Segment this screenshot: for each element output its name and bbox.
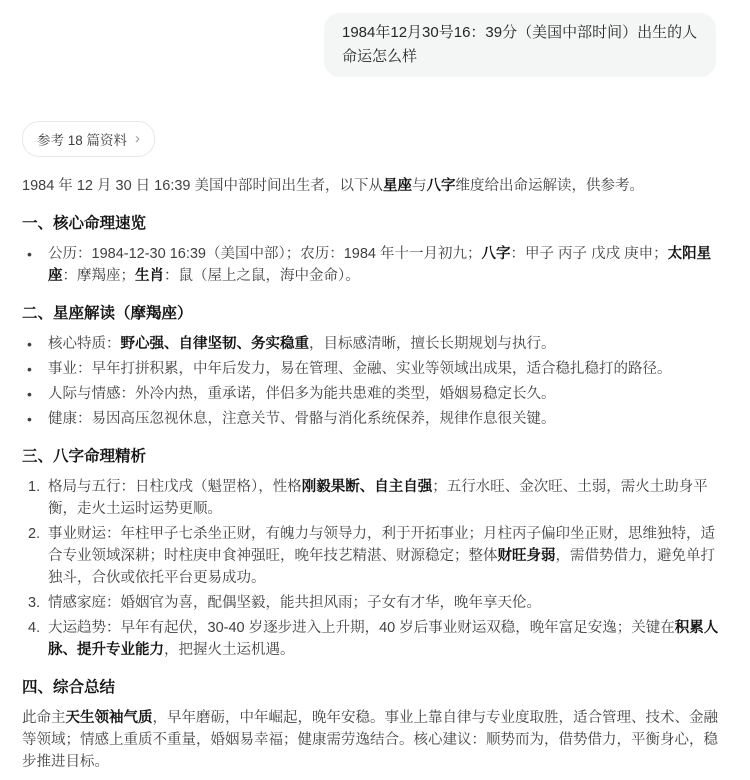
- list-item: • 健康：易因高压忽视休息，注意关节、骨骼与消化系统保养，规律作息很关键。: [22, 408, 728, 430]
- list-item: 事业财运：年柱甲子七杀坐正财，有魄力与领导力，利于开拓事业；月柱丙子偏印坐正财，思维独特，适合专业领域深耕；时柱庚申食神强旺，晚年技艺精湛、财源稳定；整体财旺身弱，需借势借力，避免单打独斗，合伙或依托平台更易成功。: [48, 526, 715, 586]
- list-item: 大运趋势：早年有起伏，30-40 岁逐步进入上升期，40 岁后事业财运双稳，晚年富足安逸；关键在积累人脉、提升专业能力，把握火土运机遇。: [48, 620, 719, 658]
- references-label: 参考 18 篇资料: [37, 133, 128, 148]
- section-heading-summary: 四、综合总结: [22, 679, 116, 696]
- bazi-list: [22, 476, 728, 661]
- list-item: 格局与五行：日柱戊戌（魁罡格），性格刚毅果断、自主自强；五行水旺、金次旺、土弱，需火土助身平衡，走火土运时运势更顺。: [48, 479, 708, 517]
- response-intro: 1984 年 12 月 30 日 16:39 美国中部时间出生者，以下从星座与八字维度给出命运解读，供参考。: [22, 178, 644, 194]
- section-heading-core-overview: 一、核心命理速览: [22, 215, 147, 232]
- list-item: • 人际与情感：外冷内热，重承诺，伴侣多为能共患难的类型，婚姻易稳定长久。: [22, 383, 728, 405]
- zodiac-list: [22, 333, 728, 430]
- references-row: [22, 121, 728, 157]
- references-button[interactable]: [22, 121, 155, 157]
- list-item: • 核心特质：野心强、自律坚韧、务实稳重，目标感清晰，擅长长期规划与执行。: [22, 333, 728, 355]
- list-item: • 公历：1984-12-30 16:39（美国中部）；农历：1984 年十一月初九；八字：甲子 丙子 戊戌 庚申；太阳星座：摩羯座；生肖：鼠（屋上之鼠，海中金命）。: [22, 243, 728, 287]
- section-heading-bazi: 三、八字命理精析: [22, 448, 147, 465]
- summary-paragraph: 此命主天生领袖气质，早年磨砺，中年崛起，晚年安稳。事业上靠自律与专业度取胜，适合管理、技术、金融等领域；情感上重质不重量，婚姻易幸福；健康需劳逸结合。核心建议：顺势而为，借势借力，平衡身心，稳步推进目标。: [22, 710, 718, 770]
- user-message-bubble: 1984年12月30号16：39分（美国中部时间）出生的人 命运怎么样: [324, 13, 716, 77]
- chevron-right-icon: ›: [135, 129, 141, 147]
- list-item: 情感家庭：婚姻官为喜，配偶坚毅，能共担风雨；子女有才华，晚年享天伦。: [48, 595, 541, 611]
- assistant-response: [22, 175, 728, 773]
- section-heading-zodiac: 二、星座解读（摩羯座）: [22, 305, 193, 322]
- list-item: • 事业：早年打拼积累，中年后发力，易在管理、金融、实业等领域出成果，适合稳扎稳打的路径。: [22, 358, 728, 380]
- core-overview-list: [22, 243, 728, 287]
- user-message-row: [22, 13, 716, 77]
